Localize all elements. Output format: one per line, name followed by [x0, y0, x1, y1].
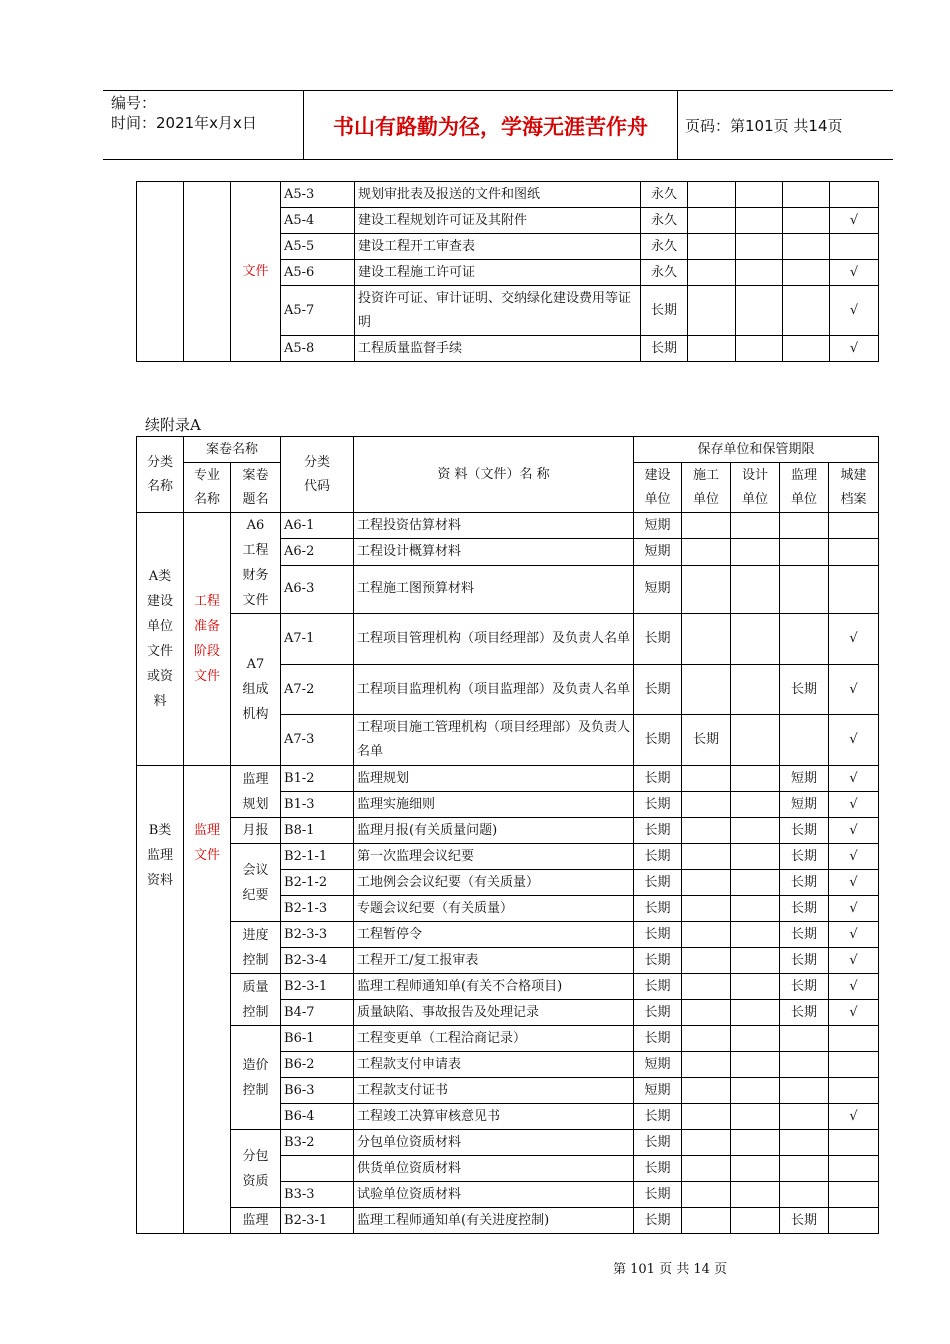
period-cell: 长期 [641, 286, 688, 336]
major-a-cell [184, 513, 231, 766]
period-cell: 长期 [634, 715, 682, 766]
name-cell: 质量缺陷、事故报告及处理记录 [354, 1000, 634, 1026]
period-cell: 长期 [634, 1208, 682, 1234]
header-design [731, 463, 780, 513]
period-cell: 短期 [634, 1052, 682, 1078]
code-cell: A5-4 [281, 208, 355, 234]
code-cell: A7-2 [281, 665, 354, 715]
keeping-cell [682, 896, 731, 922]
archive-table-body [137, 182, 879, 362]
keeping-cell [830, 234, 879, 260]
keeping-cell: √ [829, 896, 879, 922]
period-cell: 短期 [634, 513, 682, 539]
keeping-cell: √ [829, 922, 879, 948]
header-text: 分类名称 [146, 454, 173, 494]
keeping-cell [829, 1208, 879, 1234]
keeping-cell [829, 1130, 879, 1156]
code-cell: B2-3-1 [281, 1208, 354, 1234]
header-build [634, 463, 682, 513]
keeping-cell [682, 974, 731, 1000]
period-cell: 长期 [634, 766, 682, 792]
header-volume-name: 案卷名称 [184, 437, 281, 463]
keeping-cell: √ [829, 948, 879, 974]
table-row [137, 766, 879, 792]
header-text: 专业名称 [193, 467, 220, 507]
header-keeping: 保存单位和保管期限 [634, 437, 879, 463]
code-cell: B4-7 [281, 1000, 354, 1026]
header-class-name [137, 437, 184, 513]
keeping-cell: √ [829, 614, 879, 665]
class-a-cell [137, 513, 184, 766]
header-left [111, 93, 303, 133]
keeping-cell [688, 208, 736, 234]
name-cell: 工程项目施工管理机构（项目经理部）及负责人名单 [354, 715, 634, 766]
name-cell: 工地例会会议纪要（有关质量） [354, 870, 634, 896]
keeping-cell [731, 1078, 780, 1104]
keeping-cell: √ [830, 260, 879, 286]
period-cell: 长期 [634, 792, 682, 818]
keeping-cell [736, 336, 783, 362]
period-cell: 长期 [634, 1156, 682, 1182]
name-cell: 规划审批表及报送的文件和图纸 [355, 182, 641, 208]
keeping-cell: 短期 [780, 766, 829, 792]
header-class-code [281, 437, 354, 513]
table-row [137, 974, 879, 1000]
keeping-cell: √ [830, 208, 879, 234]
keeping-cell: √ [830, 286, 879, 336]
keeping-cell [780, 1104, 829, 1130]
keeping-cell [682, 870, 731, 896]
period-cell: 长期 [641, 336, 688, 362]
keeping-cell [783, 182, 830, 208]
volume-cost-cell [231, 1026, 281, 1130]
name-cell: 工程暂停令 [354, 922, 634, 948]
table-row [137, 844, 879, 870]
period-cell: 长期 [634, 948, 682, 974]
keeping-cell [736, 182, 783, 208]
group-text: 监理文件 [193, 823, 220, 863]
group-text: 月报 [242, 823, 269, 838]
keeping-cell [780, 1052, 829, 1078]
keeping-cell [682, 844, 731, 870]
name-cell: 工程设计概算材料 [354, 539, 634, 565]
group-text: 工程准备阶段文件 [193, 594, 220, 684]
keeping-cell: 长期 [780, 1208, 829, 1234]
header-major-name [184, 463, 231, 513]
keeping-cell [682, 1000, 731, 1026]
period-cell: 长期 [634, 1130, 682, 1156]
group-text: 监理 [242, 1213, 269, 1228]
name-cell: 第一次监理会议纪要 [354, 844, 634, 870]
keeping-cell [783, 286, 830, 336]
keeping-cell [731, 1052, 780, 1078]
volume-plan-cell [231, 766, 281, 818]
keeping-cell [688, 234, 736, 260]
header-volume-title [231, 463, 281, 513]
keeping-cell [829, 1078, 879, 1104]
keeping-cell [780, 1026, 829, 1052]
keeping-cell [682, 1104, 731, 1130]
keeping-cell: 长期 [780, 870, 829, 896]
code-cell: A5-5 [281, 234, 355, 260]
name-cell: 工程款支付证书 [354, 1078, 634, 1104]
keeping-cell [682, 1208, 731, 1234]
volume-a7-cell [231, 614, 281, 766]
period-cell: 永久 [641, 208, 688, 234]
keeping-cell [731, 1130, 780, 1156]
name-cell: 工程竣工决算审核意见书 [354, 1104, 634, 1130]
class-b-cell [137, 766, 184, 1234]
group-text: 造价控制 [242, 1057, 269, 1098]
code-cell: A5-6 [281, 260, 355, 286]
keeping-cell [682, 792, 731, 818]
name-cell: 投资许可证、审计证明、交纳绿化建设费用等证明 [355, 286, 641, 336]
header-text: 施工单位 [693, 467, 720, 507]
name-cell: 工程质量监督手续 [355, 336, 641, 362]
keeping-cell: √ [829, 818, 879, 844]
table-row [137, 182, 879, 208]
name-cell: 监理月报(有关质量问题) [354, 818, 634, 844]
table-row [137, 1208, 879, 1234]
code-cell: B8-1 [281, 818, 354, 844]
group-text: 会议纪要 [242, 862, 269, 903]
header-supervise [780, 463, 829, 513]
keeping-cell [829, 1182, 879, 1208]
code-cell: B2-1-2 [281, 870, 354, 896]
keeping-cell [682, 766, 731, 792]
archive-table [136, 436, 879, 1234]
name-cell: 工程施工图预算材料 [354, 565, 634, 614]
keeping-cell [682, 513, 731, 539]
code-cell: A5-3 [281, 182, 355, 208]
keeping-cell [783, 336, 830, 362]
keeping-cell [731, 870, 780, 896]
keeping-cell [736, 260, 783, 286]
keeping-cell [731, 665, 780, 715]
group-text: 监理规划 [242, 771, 269, 812]
keeping-cell: √ [829, 1000, 879, 1026]
header-text: 城建档案 [840, 467, 867, 507]
keeping-cell: 长期 [780, 1000, 829, 1026]
period-cell: 短期 [634, 539, 682, 565]
keeping-cell [682, 1130, 731, 1156]
keeping-cell [731, 844, 780, 870]
period-cell: 永久 [641, 182, 688, 208]
keeping-cell [682, 1052, 731, 1078]
keeping-cell [731, 1104, 780, 1130]
empty-cell [137, 182, 184, 362]
name-cell: 供货单位资质材料 [354, 1156, 634, 1182]
period-cell: 长期 [634, 922, 682, 948]
name-cell: 监理工程师通知单(有关不合格项目) [354, 974, 634, 1000]
keeping-cell [780, 1156, 829, 1182]
keeping-cell: √ [829, 665, 879, 715]
keeping-cell [731, 792, 780, 818]
code-cell: B6-3 [281, 1078, 354, 1104]
period-cell: 长期 [634, 818, 682, 844]
header-doc-name: 资 料（文件）名 称 [354, 437, 634, 513]
header-divider [677, 91, 678, 159]
section-caption: 续附录A [145, 416, 201, 434]
keeping-cell: 长期 [780, 844, 829, 870]
keeping-cell [688, 260, 736, 286]
table-row [137, 922, 879, 948]
name-cell: 建设工程开工审查表 [355, 234, 641, 260]
keeping-cell [731, 1182, 780, 1208]
keeping-cell: √ [829, 870, 879, 896]
volume-progress-cell [231, 922, 281, 974]
code-cell: A5-8 [281, 336, 355, 362]
keeping-cell: √ [829, 974, 879, 1000]
keeping-cell [780, 539, 829, 565]
keeping-cell: √ [829, 766, 879, 792]
header-text: 设计单位 [742, 467, 769, 507]
keeping-cell: 长期 [780, 974, 829, 1000]
keeping-cell [731, 1000, 780, 1026]
keeping-cell [780, 1130, 829, 1156]
code-cell: B1-3 [281, 792, 354, 818]
group-text: 分包资质 [242, 1148, 269, 1189]
keeping-cell: 长期 [780, 896, 829, 922]
keeping-cell [682, 922, 731, 948]
period-cell: 长期 [634, 896, 682, 922]
keeping-cell [829, 539, 879, 565]
group-text: A7组成机构 [242, 657, 269, 722]
table-row [137, 1130, 879, 1156]
group-text: A类建设单位文件或资料 [146, 569, 173, 709]
name-cell: 专题会议纪要（有关质量） [354, 896, 634, 922]
name-cell: 建设工程施工许可证 [355, 260, 641, 286]
name-cell: 工程项目管理机构（项目经理部）及负责人名单 [354, 614, 634, 665]
keeping-cell: √ [829, 844, 879, 870]
keeping-cell: 长期 [682, 715, 731, 766]
keeping-cell [682, 665, 731, 715]
period-cell: 永久 [641, 260, 688, 286]
group-text: A6工程财务文件 [242, 518, 269, 608]
code-cell: A7-1 [281, 614, 354, 665]
category-cell: 文件 [231, 182, 281, 362]
volume-quality-cell [231, 974, 281, 1026]
header-construct [682, 463, 731, 513]
name-cell: 工程项目监理机构（项目监理部）及负责人名单 [354, 665, 634, 715]
keeping-cell [731, 1156, 780, 1182]
code-cell: B1-2 [281, 766, 354, 792]
group-text: 质量控制 [242, 979, 269, 1020]
header-page-label: 页码：第101页 共14页 [685, 117, 843, 135]
keeping-cell [688, 336, 736, 362]
name-cell: 试验单位资质材料 [354, 1182, 634, 1208]
keeping-cell [829, 565, 879, 614]
code-cell: A5-7 [281, 286, 355, 336]
keeping-cell [682, 1026, 731, 1052]
period-cell: 长期 [634, 1104, 682, 1130]
empty-cell [184, 182, 231, 362]
keeping-cell [682, 1078, 731, 1104]
keeping-cell [736, 208, 783, 234]
keeping-cell [780, 1182, 829, 1208]
keeping-cell [731, 539, 780, 565]
keeping-cell [780, 513, 829, 539]
name-cell: 建设工程规划许可证及其附件 [355, 208, 641, 234]
volume-monthly-cell [231, 818, 281, 844]
keeping-cell [829, 1156, 879, 1182]
document-time-label: 时间：2021年x月x日 [111, 114, 257, 132]
code-cell: B2-3-1 [281, 974, 354, 1000]
name-cell: 工程开工/复工报审表 [354, 948, 634, 974]
period-cell: 长期 [634, 870, 682, 896]
keeping-cell [731, 818, 780, 844]
keeping-cell [682, 614, 731, 665]
archive-table-body [137, 437, 879, 1234]
keeping-cell [682, 1156, 731, 1182]
name-cell: 监理规划 [354, 766, 634, 792]
keeping-cell [783, 208, 830, 234]
code-cell: B6-2 [281, 1052, 354, 1078]
page-footer: 第 101 页 共 14 页 [613, 1262, 728, 1277]
keeping-cell [731, 565, 780, 614]
header-text: 建设单位 [644, 467, 671, 507]
period-cell: 长期 [634, 614, 682, 665]
keeping-cell [731, 715, 780, 766]
keeping-cell [783, 234, 830, 260]
name-cell: 工程变更单（工程洽商记录） [354, 1026, 634, 1052]
keeping-cell [829, 513, 879, 539]
group-text: 进度控制 [242, 927, 269, 968]
keeping-cell [780, 565, 829, 614]
keeping-cell [829, 1052, 879, 1078]
volume-sub-cell [231, 1130, 281, 1208]
name-cell: 分包单位资质材料 [354, 1130, 634, 1156]
header-text: 监理单位 [791, 467, 818, 507]
period-cell: 长期 [634, 665, 682, 715]
keeping-cell: 长期 [780, 818, 829, 844]
code-cell: B2-1-3 [281, 896, 354, 922]
keeping-cell [731, 1208, 780, 1234]
keeping-cell [780, 715, 829, 766]
keeping-cell [682, 539, 731, 565]
period-cell: 短期 [634, 565, 682, 614]
archive-table-continued [136, 181, 879, 362]
keeping-cell [682, 818, 731, 844]
code-cell: B3-3 [281, 1182, 354, 1208]
keeping-cell: 长期 [780, 665, 829, 715]
volume-a6-cell [231, 513, 281, 614]
period-cell: 长期 [634, 1182, 682, 1208]
keeping-cell [736, 286, 783, 336]
keeping-cell [731, 513, 780, 539]
keeping-cell: √ [829, 1104, 879, 1130]
code-cell: A6-2 [281, 539, 354, 565]
keeping-cell [688, 182, 736, 208]
period-cell: 短期 [634, 1078, 682, 1104]
period-cell: 长期 [634, 1000, 682, 1026]
major-b-cell [184, 766, 231, 1234]
keeping-cell [682, 565, 731, 614]
table-row [137, 614, 879, 665]
code-cell: B2-3-3 [281, 922, 354, 948]
keeping-cell [682, 948, 731, 974]
keeping-cell [682, 1182, 731, 1208]
period-cell: 长期 [634, 1026, 682, 1052]
code-cell: B6-4 [281, 1104, 354, 1130]
period-cell: 长期 [634, 844, 682, 870]
code-cell: A6-1 [281, 513, 354, 539]
keeping-cell [731, 974, 780, 1000]
keeping-cell [731, 896, 780, 922]
keeping-cell [731, 948, 780, 974]
table-row [137, 1026, 879, 1052]
keeping-cell [780, 614, 829, 665]
keeping-cell [780, 1078, 829, 1104]
keeping-cell [829, 1026, 879, 1052]
header-archive [829, 463, 879, 513]
volume-last-cell [231, 1208, 281, 1234]
keeping-cell [830, 182, 879, 208]
keeping-cell: 长期 [780, 922, 829, 948]
period-cell: 长期 [634, 974, 682, 1000]
code-cell: A7-3 [281, 715, 354, 766]
keeping-cell [731, 614, 780, 665]
keeping-cell [731, 1026, 780, 1052]
keeping-cell [731, 922, 780, 948]
header-motto: 书山有路勤为径，学海无涯苦作舟 [333, 114, 648, 139]
name-cell: 监理工程师通知单(有关进度控制) [354, 1208, 634, 1234]
keeping-cell: √ [829, 715, 879, 766]
code-cell [281, 1156, 354, 1182]
keeping-cell [688, 286, 736, 336]
period-cell: 永久 [641, 234, 688, 260]
table-row [137, 818, 879, 844]
code-cell: B6-1 [281, 1026, 354, 1052]
code-cell: A6-3 [281, 565, 354, 614]
name-cell: 监理实施细则 [354, 792, 634, 818]
keeping-cell [731, 766, 780, 792]
keeping-cell: 长期 [780, 948, 829, 974]
document-number-label: 编号： [111, 94, 157, 112]
header-text: 分类代码 [304, 454, 331, 494]
keeping-cell: √ [829, 792, 879, 818]
group-text: B类监理资料 [146, 823, 173, 888]
page-header [103, 90, 893, 160]
keeping-cell [736, 234, 783, 260]
keeping-cell: √ [830, 336, 879, 362]
volume-meeting-cell [231, 844, 281, 922]
table-row [137, 513, 879, 539]
code-cell: B3-2 [281, 1130, 354, 1156]
header-text: 案卷题名 [242, 467, 269, 507]
code-cell: B2-1-1 [281, 844, 354, 870]
name-cell: 工程款支付申请表 [354, 1052, 634, 1078]
name-cell: 工程投资估算材料 [354, 513, 634, 539]
keeping-cell: 短期 [780, 792, 829, 818]
keeping-cell [783, 260, 830, 286]
code-cell: B2-3-4 [281, 948, 354, 974]
